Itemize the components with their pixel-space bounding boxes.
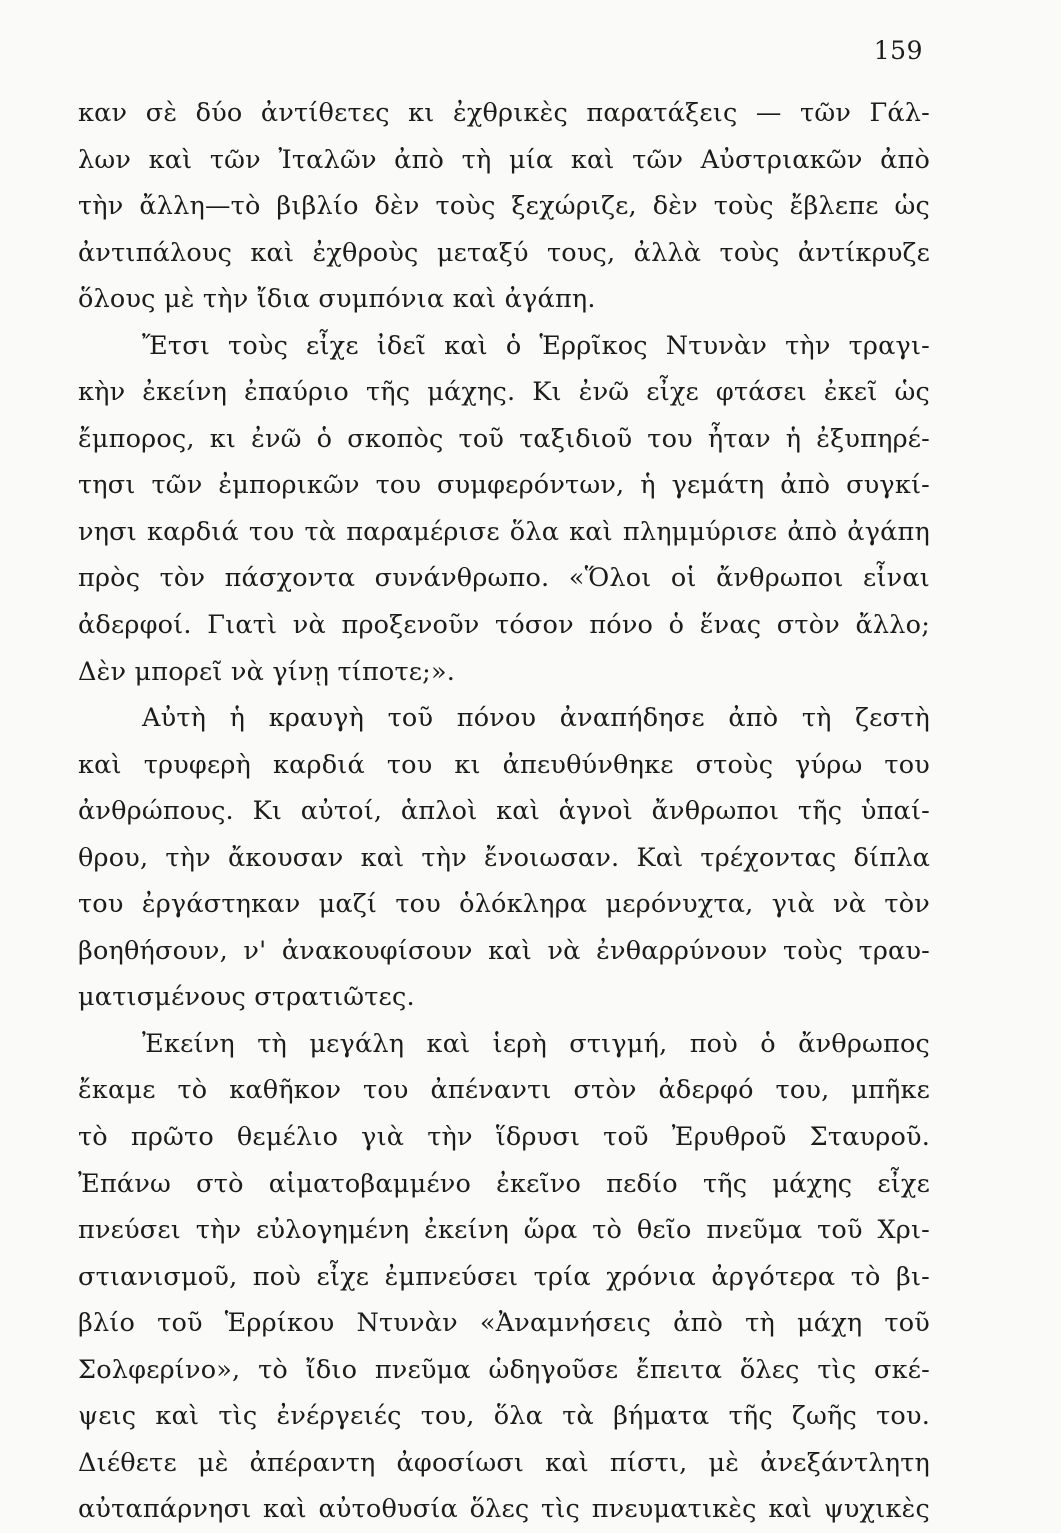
- text-line: τησι τῶν ἐμπορικῶν του συμφερόντων, ἡ γεμάτη ἀπὸ συγκί-: [78, 470, 930, 501]
- text-line: ἔμπορος, κι ἐνῶ ὁ σκοπὸς τοῦ ταξιδιοῦ του ἦταν ἡ ἐξυπηρέ-: [78, 423, 930, 454]
- text-line: τὴν ἄλλη—τὸ βιβλίο δὲν τοὺς ξεχώριζε, δὲν τοὺς ἔβλεπε ὡς: [78, 191, 930, 222]
- text-line: Ἔτσι τοὺς εἶχε ἰδεῖ καὶ ὁ Ἑρρῖκος Ντυνὰν τὴν τραγι-: [142, 330, 930, 361]
- text-line: ματισμένους στρατιῶτες.: [78, 982, 415, 1013]
- text-line: αὐταπάρνησι καὶ αὐτοθυσία ὅλες τὶς πνευματικὲς καὶ ψυχικὲς: [78, 1494, 930, 1525]
- body-text: [78, 90, 930, 1533]
- text-line: λων καὶ τῶν Ἰταλῶν ἀπὸ τὴ μία καὶ τῶν Αὐστριακῶν ἀπὸ: [78, 144, 930, 175]
- text-line: Διέθετε μὲ ἀπέραντη ἀφοσίωσι καὶ πίστι, μὲ ἀνεξάντλητη: [78, 1447, 930, 1478]
- text-line: Ἐπάνω στὸ αἱματοβαμμένο ἐκεῖνο πεδίο τῆς μάχης εἶχε: [78, 1168, 930, 1199]
- page-number: 159: [873, 36, 923, 65]
- text-line: βλίο τοῦ Ἑρρίκου Ντυνὰν «Ἀναμνήσεις ἀπὸ τὴ μάχη τοῦ: [78, 1308, 930, 1339]
- text-line: καὶ τρυφερὴ καρδιά του κι ἀπευθύνθηκε στοὺς γύρω του: [78, 749, 930, 780]
- text-line: ἀντιπάλους καὶ ἐχθροὺς μεταξύ τους, ἀλλὰ τοὺς ἀντίκρυζε: [78, 237, 930, 268]
- text-line: βοηθήσουν, ν' ἀνακουφίσουν καὶ νὰ ἐνθαρρύνουν τοὺς τραυ-: [78, 935, 930, 966]
- text-line: ἀδερφοί. Γιατὶ νὰ προξενοῦν τόσον πόνο ὁ ἕνας στὸν ἄλλο;: [78, 610, 930, 641]
- text-line: κὴν ἐκείνη ἐπαύριο τῆς μάχης. Κι ἐνῶ εἶχε φτάσει ἐκεῖ ὡς: [78, 377, 930, 408]
- text-line: Σολφερίνο», τὸ ἴδιο πνεῦμα ὡδηγοῦσε ἔπειτα ὅλες τὶς σκέ-: [78, 1354, 930, 1385]
- text-line: Δὲν μπορεῖ νὰ γίνῃ τίποτε;».: [78, 656, 456, 687]
- text-line: του ἐργάστηκαν μαζί του ὁλόκληρα μερόνυχτα, γιὰ νὰ τὸν: [78, 889, 930, 920]
- text-line: Ἐκείνη τὴ μεγάλη καὶ ἱερὴ στιγμή, ποὺ ὁ ἄνθρωπος: [142, 1028, 930, 1059]
- text-line: Αὐτὴ ἡ κραυγὴ τοῦ πόνου ἀναπήδησε ἀπὸ τὴ ζεστὴ: [142, 703, 930, 734]
- text-line: στιανισμοῦ, ποὺ εἶχε ἐμπνεύσει τρία χρόνια ἀργότερα τὸ βι-: [78, 1261, 930, 1292]
- text-line: ἔκαμε τὸ καθῆκον του ἀπέναντι στὸν ἀδερφό του, μπῆκε: [78, 1075, 930, 1106]
- text-line: ὅλους μὲ τὴν ἴδια συμπόνια καὶ ἀγάπη.: [78, 284, 596, 315]
- text-line: ψεις καὶ τὶς ἐνέργειές του, ὅλα τὰ βήματα τῆς ζωῆς του.: [78, 1401, 930, 1432]
- text-line: θρου, τὴν ἄκουσαν καὶ τὴν ἔνοιωσαν. Καὶ τρέχοντας δίπλα: [78, 842, 930, 873]
- text-line: ἀνθρώπους. Κι αὐτοί, ἁπλοὶ καὶ ἁγνοὶ ἄνθρωποι τῆς ὑπαί-: [78, 796, 930, 827]
- text-line: νησι καρδιά του τὰ παραμέρισε ὅλα καὶ πλημμύρισε ἀπὸ ἀγάπη: [78, 516, 930, 547]
- text-line: καν σὲ δύο ἀντίθετες κι ἐχθρικὲς παρατάξεις — τῶν Γάλ-: [78, 98, 930, 128]
- text-line: πρὸς τὸν πάσχοντα συνάνθρωπο. «Ὅλοι οἱ ἄνθρωποι εἶναι: [78, 563, 930, 594]
- text-line: πνεύσει τὴν εὐλογημένη ἐκείνη ὥρα τὸ θεῖο πνεῦμα τοῦ Χρι-: [78, 1215, 930, 1246]
- text-line: τὸ πρῶτο θεμέλιο γιὰ τὴν ἵδρυσι τοῦ Ἐρυθροῦ Σταυροῦ.: [78, 1122, 930, 1153]
